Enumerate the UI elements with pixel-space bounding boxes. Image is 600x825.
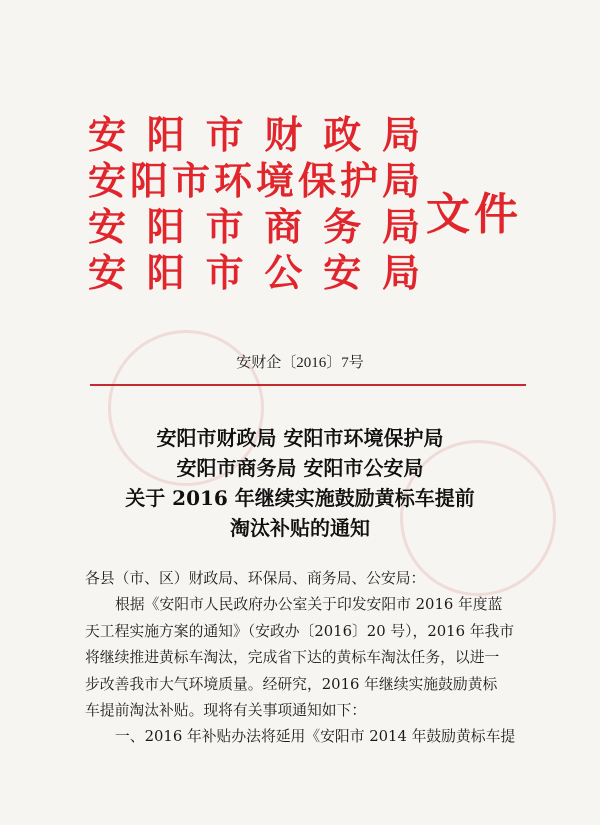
salutation: 各县（市、区）财政局、环保局、商务局、公安局： [85, 570, 426, 587]
document-body [85, 566, 539, 751]
document-number: 安财企〔2016〕7号 [236, 355, 364, 371]
body-line: 步改善我市大气环境质量。经研究，2016 年继续实施鼓励黄标 [85, 675, 498, 693]
document-header-word: 文件 [426, 189, 522, 240]
body-line: 车提前淘汰补贴。现将有关事项通知如下： [85, 702, 367, 720]
title-line: 关于 2016 年继续实施鼓励黄标车提前 [125, 486, 475, 510]
issuer-finance-bureau: 安阳市财政局 [88, 112, 420, 157]
title-line: 安阳市商务局 安阳市公安局 [176, 456, 424, 480]
issuer-environment-bureau: 安阳市环境保护局 [88, 158, 420, 203]
body-line: 根据《安阳市人民政府办公室关于印发安阳市 2016 年度蓝 [115, 596, 503, 614]
reverse-side-bleed-through [70, 72, 540, 96]
title-line: 淘汰补贴的通知 [230, 516, 370, 540]
red-divider-rule [90, 384, 526, 386]
title-line: 安阳市财政局 安阳市环境保护局 [156, 426, 444, 450]
issuing-agencies [88, 112, 420, 296]
issuer-public-security-bureau: 安阳市公安局 [88, 250, 420, 295]
body-line: 将继续推进黄标车淘汰，完成省下达的黄标车淘汰任务，以进一 [85, 649, 500, 667]
issuer-commerce-bureau: 安阳市商务局 [88, 204, 420, 249]
document-title [0, 423, 600, 543]
body-line: 一、2016 年补贴办法将延用《安阳市 2014 年鼓励黄标车提 [115, 728, 516, 746]
body-line: 天工程实施方案的通知》（安政办〔2016〕20 号），2016 年我市 [85, 622, 515, 640]
